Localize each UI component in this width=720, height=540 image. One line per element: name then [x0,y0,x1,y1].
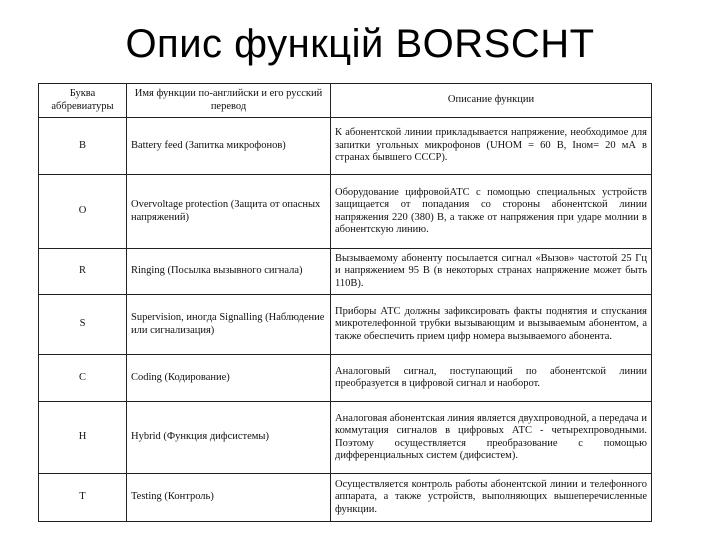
table-row [39,118,652,175]
row-description: Аналоговая абонентская линия является двухпроводной, а передача и коммутация сигналов в цифровых АТС - четырехпроводными. Поэтому осуществляется преобразование с помощью дифференциальных систем (дифсистем). [331,402,652,474]
table-row [39,474,652,522]
row-letter: S [39,295,127,355]
row-function-name: Overvoltage protection (Защита от опасных напряжений) [127,175,331,249]
row-description: Приборы АТС должны зафиксировать факты поднятия и спускания микротелефонной трубки вызывающим и вызываемым абонентом, а также обеспечить прием цифр номера вызываемого абонента. [331,295,652,355]
header-letter: Буква аббревиатуры [39,84,127,118]
row-description: Оборудование цифровойАТС с помощью специальных устройств защищается от попадания со стороны абонентской линии напряжения 220 (380) В, а также от напряжения при ударе молнии в абонентскую линию. [331,175,652,249]
header-description: Описание функции [331,84,652,118]
row-function-name: Battery feed (Запитка микрофонов) [127,118,331,175]
row-function-name: Hybrid (Функция дифсистемы) [127,402,331,474]
row-letter: O [39,175,127,249]
row-description: Осуществляется контроль работы абонентской линии и телефонного аппарата, а также устройств, выполняющих вышеперечисленные функции. [331,474,652,522]
row-function-name: Testing (Контроль) [127,474,331,522]
row-description: Аналоговый сигнал, поступающий по абонентской линии преобразуется в цифровой сигнал и наоборот. [331,355,652,402]
table-row [39,402,652,474]
slide-title: Опис функцій BORSCHT [125,22,595,66]
row-letter: T [39,474,127,522]
table-header-row [39,84,652,118]
borscht-functions-table [38,83,652,522]
row-function-name: Coding (Кодирование) [127,355,331,402]
table-row [39,249,652,295]
row-description: Вызываемому абоненту посылается сигнал «Вызов» частотой 25 Гц и напряжением 95 В (в некоторых странах напряжение может быть 110В). [331,249,652,295]
header-name: Имя функции по-английски и его русский перевод [127,84,331,118]
row-function-name: Ringing (Посылка вызывного сигнала) [127,249,331,295]
row-letter: H [39,402,127,474]
row-function-name: Supervision, иногда Signalling (Наблюдение или сигнализация) [127,295,331,355]
row-description: К абонентской линии прикладывается напряжение, необходимое для запитки угольных микрофонов (UНОМ = 60 В, Iном= 20 мА в странах бывшего СССР). [331,118,652,175]
row-letter: R [39,249,127,295]
table-row [39,295,652,355]
table-row [39,175,652,249]
row-letter: C [39,355,127,402]
table-row [39,355,652,402]
row-letter: B [39,118,127,175]
